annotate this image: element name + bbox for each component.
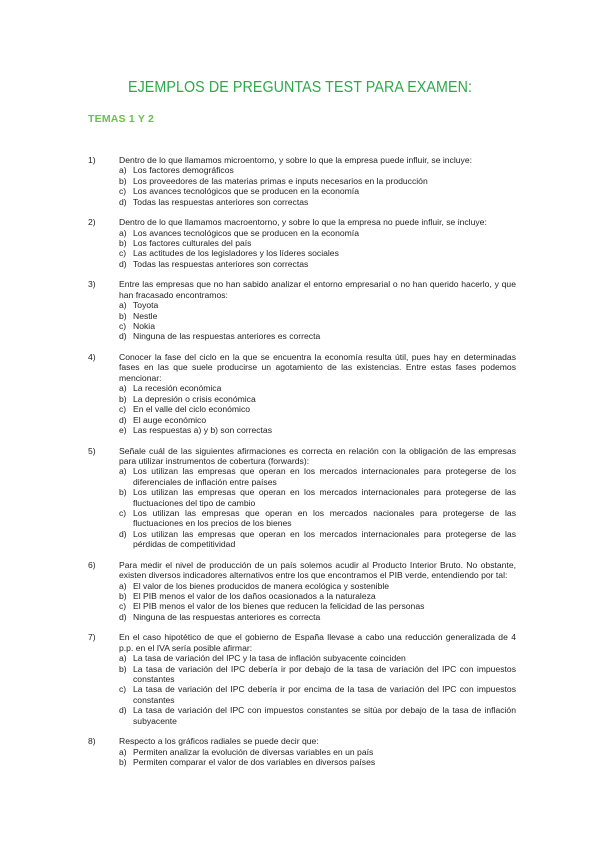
answer-option	[119, 757, 516, 767]
option-letter: a)	[119, 653, 127, 664]
question-number: 3)	[88, 279, 96, 290]
question-body	[119, 736, 516, 767]
option-letter: b)	[119, 663, 127, 674]
option-text: Todas las respuestas anteriores son correctas	[133, 196, 309, 207]
answer-option	[119, 176, 516, 186]
section-heading: TEMAS 1 Y 2	[88, 113, 155, 125]
option-letter: d)	[119, 611, 127, 622]
question-item	[88, 279, 516, 341]
option-text: Los avances tecnológicos que se producen en la economía	[133, 227, 359, 238]
option-letter: a)	[119, 580, 127, 591]
option-letter: d)	[119, 196, 127, 207]
question-number: 7)	[88, 632, 96, 643]
answer-option	[119, 747, 516, 757]
option-letter: b)	[119, 238, 127, 249]
question-body	[119, 352, 516, 435]
option-text: La recesión económica	[133, 383, 222, 394]
question-item	[88, 217, 516, 269]
answer-option	[119, 331, 516, 341]
option-letter: a)	[119, 746, 127, 757]
option-text: Nokia	[133, 321, 155, 332]
answer-option	[119, 311, 516, 321]
option-letter: c)	[119, 601, 127, 612]
option-letter: c)	[119, 507, 127, 518]
option-text: Ninguna de las respuestas anteriores es correcta	[133, 331, 321, 342]
question-body	[119, 560, 516, 622]
question-text: Dentro de lo que llamamos microentorno, y sobre lo que la empresa puede influir, se incluye:	[119, 155, 473, 165]
question-number: 5)	[88, 445, 96, 456]
question-text: Dentro de lo que llamamos macroentorno, y sobre lo que la empresa no puede influir, se incluye:	[119, 217, 487, 228]
answer-option	[119, 612, 516, 622]
question-text: Señale cuál de las siguientes afirmaciones es correcta en relación con la obligación de las empresas para utilizar instrumentos de cobertura (forwards):	[119, 445, 516, 466]
question-number: 1)	[88, 155, 96, 165]
answer-option	[119, 300, 516, 310]
question-text: Entre las empresas que no han sabido analizar el entorno empresarial o no han querido hacerlo, y que han fracasado encontramos:	[119, 279, 516, 300]
option-text: Los utilizan las empresas que operan en los mercados internacionales para protegerse de las pérdidas de competitividad	[133, 528, 516, 550]
option-letter: c)	[119, 321, 127, 332]
answer-option	[119, 197, 516, 207]
option-letter: a)	[119, 227, 127, 238]
question-text: Respecto a los gráficos radiales se puede decir que:	[119, 736, 319, 747]
answer-option	[119, 321, 516, 331]
option-letter: b)	[119, 393, 127, 404]
option-text: Las respuestas a) y b) son correctas	[133, 424, 272, 435]
answer-option	[119, 425, 516, 435]
answer-option	[119, 664, 516, 685]
option-text: Los utilizan las empresas que operan en los mercados nacionales para protegerse de las fluctuaciones en los precios de los bienes	[133, 507, 516, 529]
answer-option	[119, 466, 516, 487]
answer-option	[119, 653, 516, 663]
option-text: El valor de los bienes producidos de manera ecológica y sostenible	[133, 580, 390, 591]
answer-option	[119, 259, 516, 269]
question-item	[88, 446, 516, 550]
answer-option	[119, 165, 516, 175]
option-text: Permiten comparar el valor de dos variables en diversos países	[133, 757, 376, 768]
question-item	[88, 736, 516, 767]
question-body	[119, 632, 516, 726]
answer-option	[119, 383, 516, 393]
answer-option	[119, 404, 516, 414]
option-text: Permiten analizar la evolución de diversas variables en un país	[133, 746, 374, 757]
option-letter: d)	[119, 705, 127, 716]
question-item	[88, 632, 516, 726]
option-letter: b)	[119, 590, 127, 601]
option-text: Los proveedores de las materias primas e inputs necesarios en la producción	[133, 175, 428, 186]
option-text: En el valle del ciclo económico	[133, 404, 251, 415]
answer-option	[119, 705, 516, 726]
option-letter: c)	[119, 404, 127, 415]
option-text: La depresión o crisis económica	[133, 393, 256, 404]
option-text: Los factores culturales del país	[133, 238, 252, 249]
question-text: Para medir el nivel de producción de un país solemos acudir al Producto Interior Bruto. No obstante, existen diversos indicadores alternativos entre los que encontramos el PIB verde, entendiendo por tal:	[119, 559, 516, 581]
option-letter: d)	[119, 414, 127, 425]
option-letter: d)	[119, 331, 127, 342]
option-text: Los factores demográficos	[133, 165, 234, 176]
option-text: Las actitudes de los legisladores y los líderes sociales	[133, 248, 339, 259]
question-item	[88, 155, 516, 207]
option-text: El auge económico	[133, 414, 207, 425]
option-letter: a)	[119, 165, 127, 176]
option-letter: a)	[119, 466, 127, 477]
option-text: El PIB menos el valor de los bienes que reducen la felicidad de las personas	[133, 601, 425, 612]
answer-option	[119, 228, 516, 238]
answer-option	[119, 601, 516, 611]
answer-option	[119, 487, 516, 508]
question-number: 2)	[88, 217, 96, 228]
option-letter: e)	[119, 424, 127, 435]
question-text: Conocer la fase del ciclo en la que se encuentra la economía resulta útil, pues hay en determinadas fases en las que suele producirse un agotamiento de las existencias. Entre estas fases podemos mencionar:	[119, 352, 516, 383]
option-text: La tasa de variación del IPC debería ir por debajo de la tasa de variación del IPC con impuestos constantes	[133, 663, 516, 684]
answer-option	[119, 529, 516, 550]
option-letter: a)	[119, 383, 127, 394]
option-letter: b)	[119, 175, 127, 186]
option-text: El PIB menos el valor de los daños ocasionados a la naturaleza	[133, 590, 376, 601]
question-text: En el caso hipotético de que el gobierno de España llevase a cabo una reducción generalizada de 4 p.p. en el IVA sería posible afirmar:	[119, 632, 516, 653]
answer-option	[119, 508, 516, 529]
question-number: 8)	[88, 736, 96, 747]
page-title: EJEMPLOS DE PREGUNTAS TEST PARA EXAMEN:	[127, 79, 473, 96]
option-letter: c)	[119, 684, 127, 695]
option-text: Nestle	[133, 310, 158, 321]
option-text: Toyota	[133, 300, 159, 311]
question-list	[88, 155, 516, 778]
question-body	[119, 279, 516, 341]
option-text: La tasa de variación del IPC y la tasa de inflación subyacente coinciden	[133, 653, 406, 664]
question-number: 4)	[88, 352, 96, 363]
option-text: Los avances tecnológicos que se producen en la economía	[133, 186, 359, 197]
option-text: Ninguna de las respuestas anteriores es correcta	[133, 611, 321, 622]
answer-option	[119, 581, 516, 591]
answer-option	[119, 684, 516, 705]
question-body	[119, 217, 516, 269]
option-letter: b)	[119, 487, 127, 498]
option-letter: b)	[119, 757, 127, 768]
option-letter: c)	[119, 186, 127, 197]
question-item	[88, 352, 516, 435]
option-text: La tasa de variación del IPC con impuestos constantes se sitúa por debajo de la tasa de inflación subyacente	[133, 705, 516, 726]
answer-option	[119, 415, 516, 425]
option-text: La tasa de variación del IPC debería ir por encima de la tasa de variación del IPC con impuestos constantes	[133, 684, 516, 705]
answer-option	[119, 238, 516, 248]
option-letter: b)	[119, 310, 127, 321]
option-letter: a)	[119, 300, 127, 311]
option-text: Los utilizan las empresas que operan en los mercados internacionales para protegerse de las fluctuaciones del tipo de cambio	[133, 487, 516, 508]
question-body	[119, 446, 516, 550]
question-body	[119, 155, 516, 207]
question-item	[88, 560, 516, 622]
question-number: 6)	[88, 559, 96, 570]
answer-option	[119, 591, 516, 601]
option-letter: d)	[119, 258, 127, 269]
option-letter: c)	[119, 248, 127, 259]
option-text: Los utilizan las empresas que operan en los mercados internacionales para protegerse de los diferenciales de inflación entre países	[133, 466, 516, 487]
answer-option	[119, 394, 516, 404]
answer-option	[119, 248, 516, 258]
option-text: Todas las respuestas anteriores son correctas	[133, 258, 309, 269]
option-letter: d)	[119, 528, 127, 539]
answer-option	[119, 186, 516, 196]
